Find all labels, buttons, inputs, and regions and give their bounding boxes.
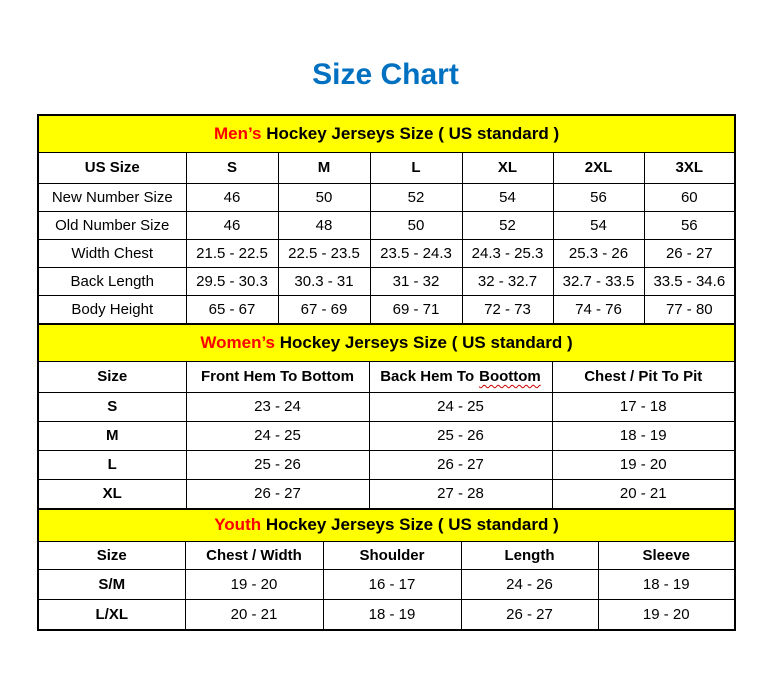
size-cell: 32.7 - 33.5 <box>553 267 644 295</box>
table-row <box>38 115 735 153</box>
size-cell: 56 <box>644 211 735 239</box>
youth-size-table <box>37 508 736 631</box>
size-cell: 52 <box>462 211 553 239</box>
column-header: Chest / Width <box>185 541 323 569</box>
column-header: Length <box>461 541 598 569</box>
row-label: XL <box>38 479 186 509</box>
size-cell: 23 - 24 <box>186 392 369 421</box>
size-cell: 24 - 25 <box>186 421 369 450</box>
size-cell: 33.5 - 34.6 <box>644 267 735 295</box>
size-cell: 21.5 - 22.5 <box>186 239 278 267</box>
row-label: S/M <box>38 569 185 599</box>
size-cell: 25 - 26 <box>186 450 369 479</box>
size-cell: 19 - 20 <box>598 599 735 630</box>
size-cell: 50 <box>370 211 462 239</box>
size-cell: 72 - 73 <box>462 295 553 324</box>
column-header: Front Hem To Bottom <box>186 361 369 392</box>
section-title-men <box>38 115 735 153</box>
column-header: US Size <box>38 152 186 183</box>
size-cell: 19 - 20 <box>185 569 323 599</box>
table-row <box>38 541 735 569</box>
size-cell: 74 - 76 <box>553 295 644 324</box>
table-row <box>38 569 735 599</box>
row-label: L/XL <box>38 599 185 630</box>
column-header-back-hem <box>369 361 552 392</box>
size-cell: 25.3 - 26 <box>553 239 644 267</box>
size-cell: 19 - 20 <box>552 450 735 479</box>
size-cell: 26 - 27 <box>186 479 369 509</box>
column-header: 3XL <box>644 152 735 183</box>
table-row <box>38 421 735 450</box>
section-title-women-accent: Women’s <box>200 332 275 352</box>
column-header: M <box>278 152 370 183</box>
size-cell: 20 - 21 <box>552 479 735 509</box>
section-title-youth-rest: Hockey Jerseys Size ( US standard ) <box>261 515 559 534</box>
column-header: S <box>186 152 278 183</box>
size-cell: 31 - 32 <box>370 267 462 295</box>
column-header: L <box>370 152 462 183</box>
size-cell: 48 <box>278 211 370 239</box>
size-cell: 46 <box>186 183 278 211</box>
row-label: Body Height <box>38 295 186 324</box>
row-label: L <box>38 450 186 479</box>
size-cell: 56 <box>553 183 644 211</box>
table-row <box>38 450 735 479</box>
size-cell: 25 - 26 <box>369 421 552 450</box>
table-row <box>38 599 735 630</box>
table-row <box>38 509 735 542</box>
column-header: XL <box>462 152 553 183</box>
size-cell: 17 - 18 <box>552 392 735 421</box>
size-cell: 50 <box>278 183 370 211</box>
table-row <box>38 324 735 362</box>
size-cell: 24 - 25 <box>369 392 552 421</box>
back-hem-label: Back Hem To <box>380 368 475 385</box>
size-cell: 29.5 - 30.3 <box>186 267 278 295</box>
section-title-women-rest: Hockey Jerseys Size ( US standard ) <box>275 332 573 352</box>
column-header: Sleeve <box>598 541 735 569</box>
size-chart-tables <box>0 114 776 631</box>
size-cell: 18 - 19 <box>323 599 461 630</box>
row-label: S <box>38 392 186 421</box>
column-header: Shoulder <box>323 541 461 569</box>
section-title-youth-accent: Youth <box>214 515 262 534</box>
size-cell: 54 <box>553 211 644 239</box>
row-label: Back Length <box>38 267 186 295</box>
table-row <box>38 239 735 267</box>
size-cell: 52 <box>370 183 462 211</box>
size-cell: 20 - 21 <box>185 599 323 630</box>
section-title-women <box>38 324 735 362</box>
size-cell: 54 <box>462 183 553 211</box>
size-cell: 32 - 32.7 <box>462 267 553 295</box>
table-row <box>38 183 735 211</box>
size-cell: 77 - 80 <box>644 295 735 324</box>
section-title-men-rest: Hockey Jerseys Size ( US standard ) <box>261 123 560 143</box>
column-header: Size <box>38 541 185 569</box>
size-cell: 65 - 67 <box>186 295 278 324</box>
size-cell: 26 - 27 <box>644 239 735 267</box>
size-cell: 26 - 27 <box>461 599 598 630</box>
size-cell: 26 - 27 <box>369 450 552 479</box>
mens-size-table <box>37 114 736 325</box>
row-label: M <box>38 421 186 450</box>
size-cell: 30.3 - 31 <box>278 267 370 295</box>
size-cell: 27 - 28 <box>369 479 552 509</box>
section-title-youth <box>38 509 735 542</box>
table-row <box>38 267 735 295</box>
size-cell: 46 <box>186 211 278 239</box>
size-cell: 24 - 26 <box>461 569 598 599</box>
size-cell: 18 - 19 <box>552 421 735 450</box>
column-header: 2XL <box>553 152 644 183</box>
table-row <box>38 479 735 509</box>
row-label: New Number Size <box>38 183 186 211</box>
column-header: Size <box>38 361 186 392</box>
row-label: Width Chest <box>38 239 186 267</box>
column-header: Chest / Pit To Pit <box>552 361 735 392</box>
table-row <box>38 295 735 324</box>
size-cell: 24.3 - 25.3 <box>462 239 553 267</box>
womens-size-table <box>37 323 736 510</box>
size-cell: 60 <box>644 183 735 211</box>
table-row <box>38 152 735 183</box>
page-title: Size Chart <box>312 58 459 91</box>
size-cell: 22.5 - 23.5 <box>278 239 370 267</box>
table-row <box>38 392 735 421</box>
table-row <box>38 211 735 239</box>
size-cell: 16 - 17 <box>323 569 461 599</box>
size-cell: 67 - 69 <box>278 295 370 324</box>
size-cell: 69 - 71 <box>370 295 462 324</box>
table-row <box>38 361 735 392</box>
size-cell: 18 - 19 <box>598 569 735 599</box>
size-cell: 23.5 - 24.3 <box>370 239 462 267</box>
row-label: Old Number Size <box>38 211 186 239</box>
section-title-men-accent: Men’s <box>213 123 262 143</box>
misspelled-word: Boottom <box>479 368 541 385</box>
